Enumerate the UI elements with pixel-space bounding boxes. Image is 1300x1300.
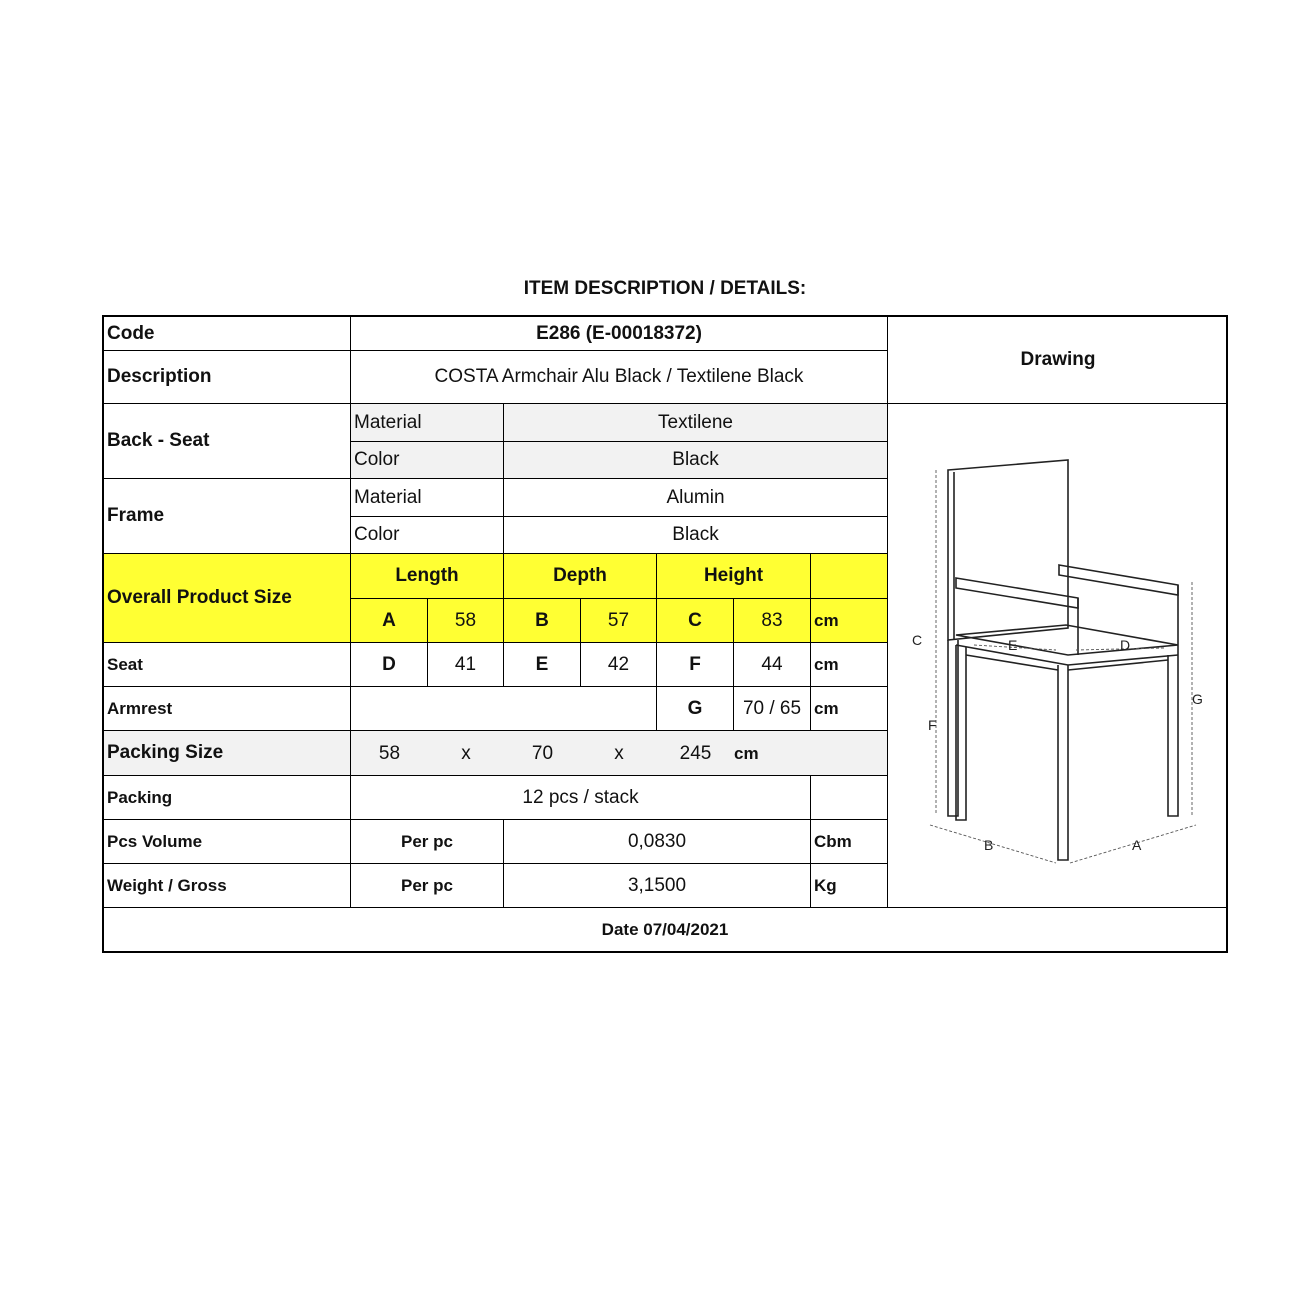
frame-label: Frame bbox=[104, 479, 351, 554]
pcs-volume-unit: Cbm bbox=[811, 820, 888, 864]
chair-drawing bbox=[906, 440, 1206, 880]
chair-armrest-left bbox=[956, 578, 1078, 608]
weight-label: Weight / Gross bbox=[104, 864, 351, 908]
e-key: E bbox=[504, 643, 581, 687]
pcs-volume-per: Per pc bbox=[351, 820, 504, 864]
overall-blank bbox=[811, 554, 888, 599]
overall-unit: cm bbox=[811, 599, 888, 643]
chair-armrest-right bbox=[1059, 565, 1178, 595]
chair-front-leg-center bbox=[1058, 665, 1068, 860]
pcs-volume-value: 0,0830 bbox=[504, 820, 811, 864]
sheet-title: ITEM DESCRIPTION / DETAILS: bbox=[523, 278, 807, 299]
pcs-volume-label: Pcs Volume bbox=[104, 820, 351, 864]
weight-per: Per pc bbox=[351, 864, 504, 908]
weight-unit: Kg bbox=[811, 864, 888, 908]
packing-size-x1: x bbox=[461, 742, 471, 764]
description-label: Description bbox=[104, 351, 351, 404]
description-value: COSTA Armchair Alu Black / Textilene Black bbox=[351, 351, 888, 404]
packing-blank bbox=[811, 776, 888, 820]
packing-size-l: 58 bbox=[378, 742, 401, 764]
armrest-blank bbox=[351, 687, 657, 731]
packing-size-h: 245 bbox=[679, 742, 712, 764]
back-seat-color-label: Color bbox=[351, 442, 504, 479]
weight-value: 3,1500 bbox=[504, 864, 811, 908]
dim-label-a: A bbox=[1132, 837, 1142, 853]
code-label: Code bbox=[104, 317, 351, 351]
depth-header: Depth bbox=[504, 554, 657, 599]
packing-label: Packing bbox=[104, 776, 351, 820]
back-seat-color: Black bbox=[504, 442, 888, 479]
d-key: D bbox=[351, 643, 428, 687]
dim-label-e: E bbox=[1008, 637, 1018, 653]
overall-size-label: Overall Product Size bbox=[104, 554, 351, 643]
c-value: 83 bbox=[734, 599, 811, 643]
c-key: C bbox=[657, 599, 734, 643]
date: Date 07/04/2021 bbox=[601, 919, 729, 939]
b-value: 57 bbox=[581, 599, 657, 643]
f-key: F bbox=[657, 643, 734, 687]
packing-size-unit: cm bbox=[734, 743, 759, 763]
dim-label-b: B bbox=[984, 837, 994, 853]
dim-label-f: F bbox=[928, 717, 937, 733]
armrest-unit: cm bbox=[811, 687, 888, 731]
code-value: E286 (E-00018372) bbox=[351, 317, 888, 351]
frame-material-label: Material bbox=[351, 479, 504, 517]
a-key: A bbox=[351, 599, 428, 643]
dim-label-c: C bbox=[912, 632, 923, 648]
packing-size-w: 70 bbox=[531, 742, 554, 764]
dim-label-d: D bbox=[1120, 637, 1131, 653]
a-value: 58 bbox=[428, 599, 504, 643]
frame-material: Alumin bbox=[504, 479, 888, 517]
back-seat-material-label: Material bbox=[351, 404, 504, 442]
back-seat-material: Textilene bbox=[504, 404, 888, 442]
g-key: G bbox=[657, 687, 734, 731]
seat-label: Seat bbox=[104, 643, 351, 687]
dim-label-g: G bbox=[1192, 691, 1203, 707]
e-value: 42 bbox=[581, 643, 657, 687]
armrest-label: Armrest bbox=[104, 687, 351, 731]
f-value: 44 bbox=[734, 643, 811, 687]
back-seat-label: Back - Seat bbox=[104, 404, 351, 479]
packing-size-x2: x bbox=[614, 742, 624, 764]
length-header: Length bbox=[351, 554, 504, 599]
chair-back-leg-right bbox=[1168, 655, 1178, 816]
d-value: 41 bbox=[428, 643, 504, 687]
b-key: B bbox=[504, 599, 581, 643]
frame-color: Black bbox=[504, 517, 888, 554]
chair-backrest bbox=[948, 460, 1068, 640]
frame-color-label: Color bbox=[351, 517, 504, 554]
g-value: 70 / 65 bbox=[734, 687, 811, 731]
packing-value: 12 pcs / stack bbox=[351, 776, 811, 820]
drawing-header: Drawing bbox=[888, 317, 1228, 404]
seat-unit: cm bbox=[811, 643, 888, 687]
height-header: Height bbox=[657, 554, 811, 599]
packing-size-label: Packing Size bbox=[104, 731, 351, 776]
